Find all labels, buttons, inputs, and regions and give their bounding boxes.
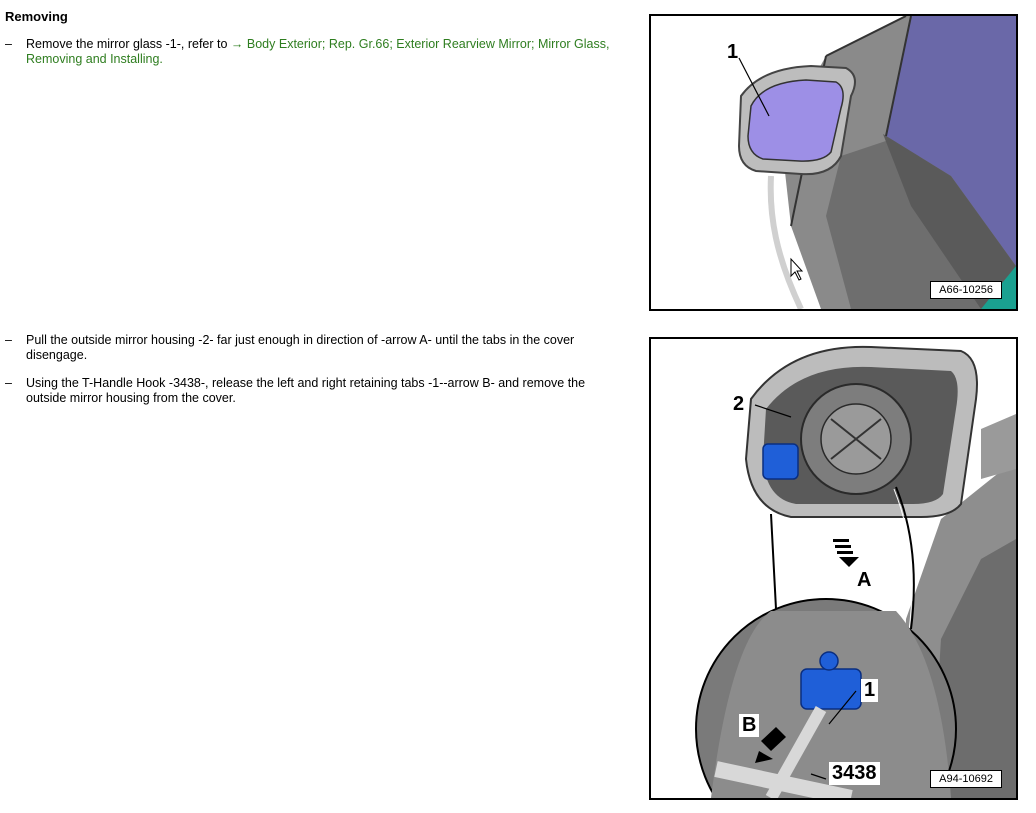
step-text: Using the T-Handle Hook -3438-, release the left and right retaining tabs -1--arrow B- and remove the outside mirror housing from the cover. [26, 376, 586, 405]
step-text-plain: Remove the mirror glass -1-, refer to [26, 37, 231, 51]
callout-label: 1 [861, 679, 878, 702]
step-text [26, 37, 625, 67]
figure-mirror-glass [649, 14, 1018, 311]
instruction-step-1 [5, 37, 625, 67]
callout-label: 1 [727, 41, 739, 63]
step-dash: – [5, 333, 12, 347]
mirror-glass-illustration [651, 16, 1016, 309]
step-text: Pull the outside mirror housing -2- far just enough in direction of -arrow A- until the tabs in the cover disengage. [26, 333, 575, 362]
callout-label: 2 [733, 393, 745, 415]
step-dash: – [5, 376, 12, 390]
mirror-housing-illustration [651, 339, 1016, 798]
instruction-step-2 [5, 333, 625, 363]
callout-label: B [739, 714, 759, 737]
cross-reference-link[interactable]: → Body Exterior; Rep. Gr.66; Exterior Rearview Mirror; Mirror Glass, Removing and Installing. [26, 37, 610, 66]
figure-mirror-housing [649, 337, 1018, 800]
callout-label: 3438 [829, 762, 880, 785]
step-dash: – [5, 37, 12, 51]
figure-id-label: A94-10692 [930, 770, 1002, 788]
instruction-step-3 [5, 376, 625, 406]
callout-label: A [854, 569, 874, 592]
figure-id-label: A66-10256 [930, 281, 1002, 299]
section-heading: Removing [5, 9, 68, 24]
